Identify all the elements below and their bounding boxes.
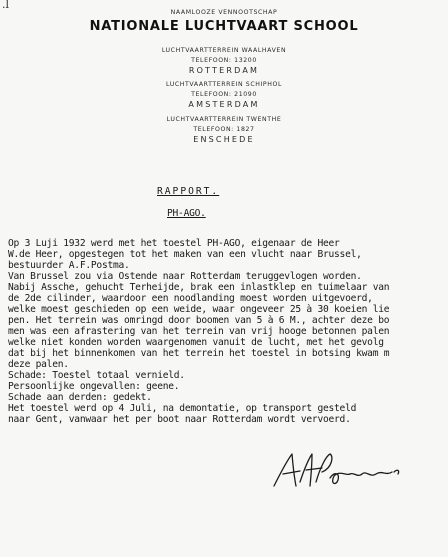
body-line: Nabij Assche, gehucht Terheijde, brak een inlastklep en tuimelaar van <box>8 282 390 293</box>
body-line: welke niet konden worden waargenomen vanuit de lucht, met het gevolg <box>8 337 384 348</box>
body-line: deze palen. <box>8 359 69 370</box>
body-line: men was een afrastering van het terrein van vrij hooge betonnen palen <box>8 326 390 337</box>
location-phone: TELEFOON: 21090 <box>191 91 257 98</box>
signature <box>266 448 406 496</box>
body-line: Op 3 Luji 1932 werd met het toestel PH-AGO, eigenaar de Heer <box>8 238 340 249</box>
company-name: NATIONALE LUCHTVAART SCHOOL <box>89 19 359 34</box>
body-line: bestuurder A.F.Postma. <box>8 260 130 271</box>
corner-mark: .l <box>2 0 10 11</box>
location-phone: TELEFOON: 1827 <box>193 126 255 133</box>
body-line: Persoonlijke ongevallen: geene. <box>8 381 180 392</box>
location-phone: TELEFOON: 13200 <box>191 57 257 64</box>
report-title: RAPPORT. <box>157 186 220 197</box>
body-line: naar Gent, vanwaar het per boot naar Rotterdam wordt vervoerd. <box>8 414 351 425</box>
body-line: W.de Heer, opgestegen tot het maken van een vlucht naar Brussel, <box>8 249 362 260</box>
location-field: LUCHTVAARTTERREIN SCHIPHOL <box>165 81 283 88</box>
location-city: AMSTERDAM <box>188 100 260 109</box>
body-line: dat bij het binnenkomen van het terrein het toestel in botsing kwam m <box>8 348 390 359</box>
body-line: welke moest geschieden op een weide, waar ongeveer 25 à 30 koeien lie <box>8 304 390 315</box>
body-line: Schade: Toestel totaal vernield. <box>8 370 185 381</box>
body-line: Schade aan derden: gedekt. <box>8 392 152 403</box>
body-line: de 2de cilinder, waardoor een noodlanding moest worden uitgevoerd, <box>8 293 373 304</box>
company-type: NAAMLOOZE VENNOOTSCHAP <box>170 9 278 16</box>
location-city: ENSCHEDE <box>193 135 255 144</box>
body-line: pen. Het terrein was omringd door boomen van 5 à 6 M., achter deze bo <box>8 315 390 326</box>
body-line: Van Brussel zou via Ostende naar Rotterdam teruggevlogen worden. <box>8 271 362 282</box>
body-line: Het toestel werd op 4 Juli, na demontatie, op transport gesteld <box>8 403 357 414</box>
location-field: LUCHTVAARTTERREIN TWENTHE <box>166 116 282 123</box>
location-city: ROTTERDAM <box>188 66 260 75</box>
report-subtitle: PH-AGO. <box>167 208 206 219</box>
location-field: LUCHTVAARTTERREIN WAALHAVEN <box>161 47 287 54</box>
